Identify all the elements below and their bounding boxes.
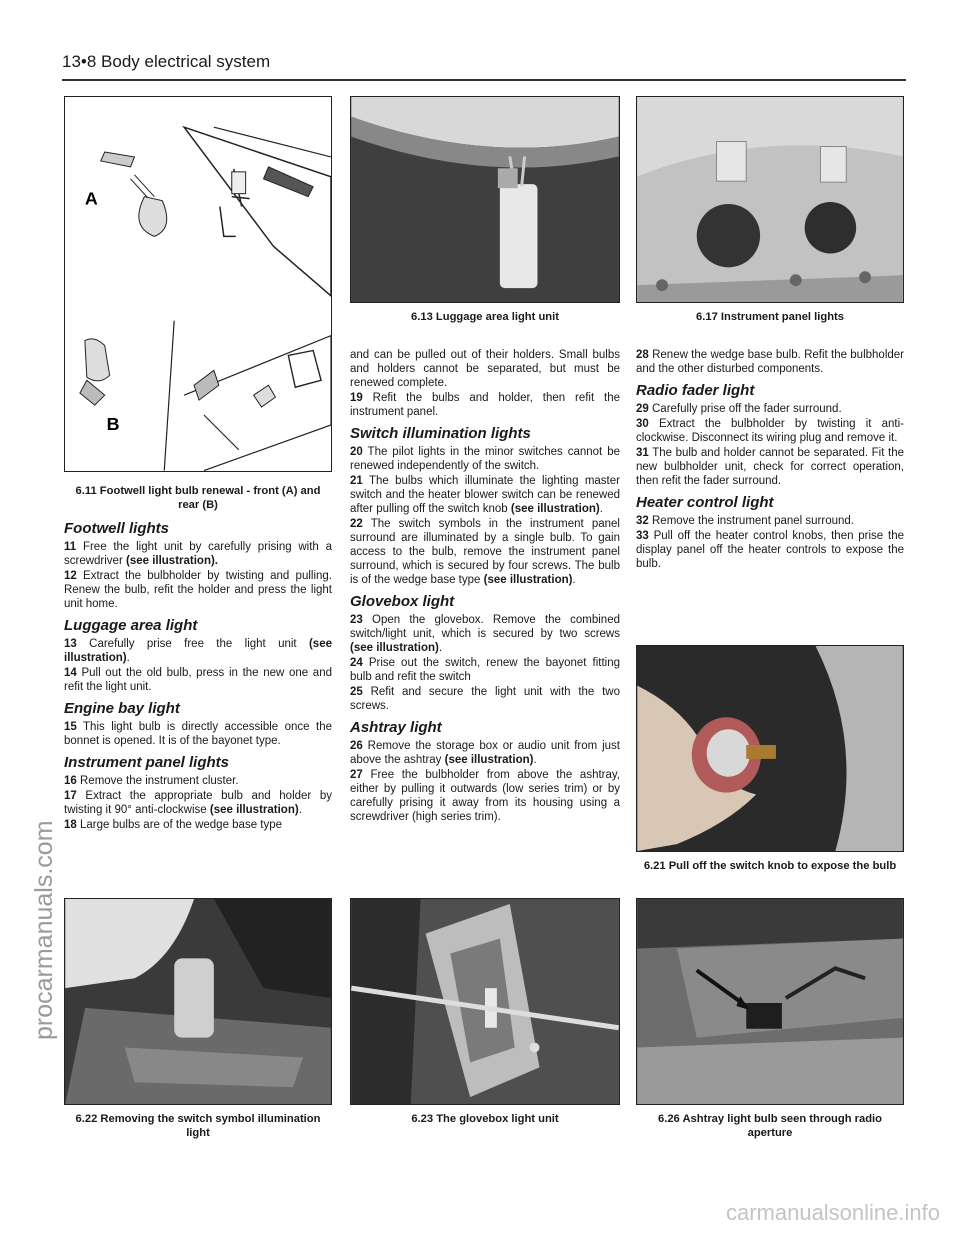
figure-6-13-photo — [350, 96, 620, 303]
caption-6-17: 6.17 Instrument panel lights — [696, 311, 844, 323]
figure-6-22-photo — [64, 898, 332, 1105]
watermark-bottom: carmanualsonline.info — [725, 1200, 940, 1225]
figure-6-23-photo — [350, 898, 620, 1105]
heading-switch-illumination-lights: Switch illumination lights — [350, 425, 531, 442]
text-column-3 — [636, 348, 904, 572]
para-11: 11 Free the light unit by carefully prising with a screwdriver (see illustration). — [64, 541, 332, 567]
para-18-cont: and can be pulled out of their holders. Small bulbs and holders cannot be separated, but must be renewed complete. — [350, 349, 620, 389]
figure-6-26-photo — [636, 898, 904, 1105]
para-17: 17 Extract the appropriate bulb and holder by twisting it 90° anti-clockwise (see illustration). — [64, 790, 332, 816]
heading-glovebox-light: Glovebox light — [350, 593, 455, 610]
para-23: 23 Open the glovebox. Remove the combined switch/light unit, which is secured by two screws (see illustration). — [350, 614, 620, 654]
para-15: 15 This light bulb is directly accessible once the bonnet is opened. It is of the bayonet type. — [64, 721, 332, 747]
figure-label-a: A — [84, 188, 98, 209]
caption-6-13: 6.13 Luggage area light unit — [411, 311, 559, 323]
para-20: 20 The pilot lights in the minor switches cannot be renewed independently of the switch. — [350, 446, 620, 472]
para-27: 27 Free the bulbholder from above the ashtray, either by pulling it outwards (low series trim) or by carefully prising it away from its housing using a screwdriver (high series trim). — [350, 769, 620, 823]
caption-6-26: 6.26 Ashtray light bulb seen through radio aperture — [658, 1113, 882, 1139]
caption-6-21: 6.21 Pull off the switch knob to expose the bulb — [643, 860, 897, 872]
para-29: 29 Carefully prise off the fader surround. — [636, 403, 842, 415]
para-12: 12 Extract the bulbholder by twisting and pulling. Renew the bulb, refit the holder and press the light unit home. — [64, 570, 332, 610]
heading-ashtray-light: Ashtray light — [350, 719, 442, 736]
para-30: 30 Extract the bulbholder by twisting it anti-clockwise. Disconnect its wiring plug and remove it. — [636, 418, 904, 444]
header-rule — [62, 79, 906, 81]
heading-heater-control-light: Heater control light — [636, 494, 774, 511]
para-16: 16 Remove the instrument cluster. — [64, 775, 239, 787]
caption-6-11: 6.11 Footwell light bulb renewal - front (A) and rear (B) — [75, 485, 321, 511]
heading-instrument-panel-lights: Instrument panel lights — [64, 754, 230, 771]
para-24: 24 Prise out the switch, renew the bayonet fitting bulb and refit the switch — [350, 657, 621, 683]
para-33: 33 Pull off the heater control knobs, then prise the display panel off the heater controls to expose the bulb. — [636, 530, 904, 570]
para-18: 18 Large bulbs are of the wedge base type — [64, 819, 283, 831]
caption-6-23: 6.23 The glovebox light unit — [411, 1113, 559, 1125]
para-14: 14 Pull out the old bulb, press in the new one and refit the light unit. — [64, 667, 332, 693]
para-31: 31 The bulb and holder cannot be separated. Fit the new bulbholder unit, check for correct operation, then refit the fader surround. — [636, 447, 904, 487]
para-21: 21 The bulbs which illuminate the lighting master switch and the heater blower switch can be renewed after pulling off the switch knob (see illustration). — [350, 475, 620, 515]
page-header: 13•8 Body electrical system — [62, 52, 271, 71]
heading-footwell-lights: Footwell lights — [64, 520, 169, 537]
para-13: 13 Carefully prise free the light unit (see illustration). — [64, 638, 332, 664]
heading-engine-bay-light: Engine bay light — [64, 700, 180, 717]
figure-6-17-photo — [636, 96, 904, 303]
figure-label-b: B — [106, 413, 120, 434]
heading-radio-fader-light: Radio fader light — [636, 382, 755, 399]
watermark-side: procarmanuals.com — [30, 820, 58, 1040]
text-column-1 — [64, 520, 332, 833]
para-28: 28 Renew the wedge base bulb. Refit the bulbholder and the other disturbed components. — [636, 349, 904, 375]
para-22: 22 The switch symbols in the instrument panel surround are illuminated by a single bulb. To gain access to the bulb, remove the instrument panel surround, which is secured by four screws. The bulb is of the wedge base type (see illustration). — [350, 518, 620, 586]
para-32: 32 Remove the instrument panel surround. — [636, 515, 854, 527]
heading-luggage-area-light: Luggage area light — [64, 617, 198, 634]
para-25: 25 Refit and secure the light unit with the two screws. — [350, 686, 620, 712]
text-column-2 — [350, 348, 620, 825]
figure-6-11-drawing — [64, 96, 332, 472]
caption-6-22: 6.22 Removing the switch symbol illumination light — [75, 1113, 321, 1139]
figure-6-21-photo — [636, 645, 904, 852]
para-19: 19 Refit the bulbs and holder, then refit the instrument panel. — [350, 392, 620, 418]
para-26: 26 Remove the storage box or audio unit from just above the ashtray (see illustration). — [350, 740, 620, 766]
